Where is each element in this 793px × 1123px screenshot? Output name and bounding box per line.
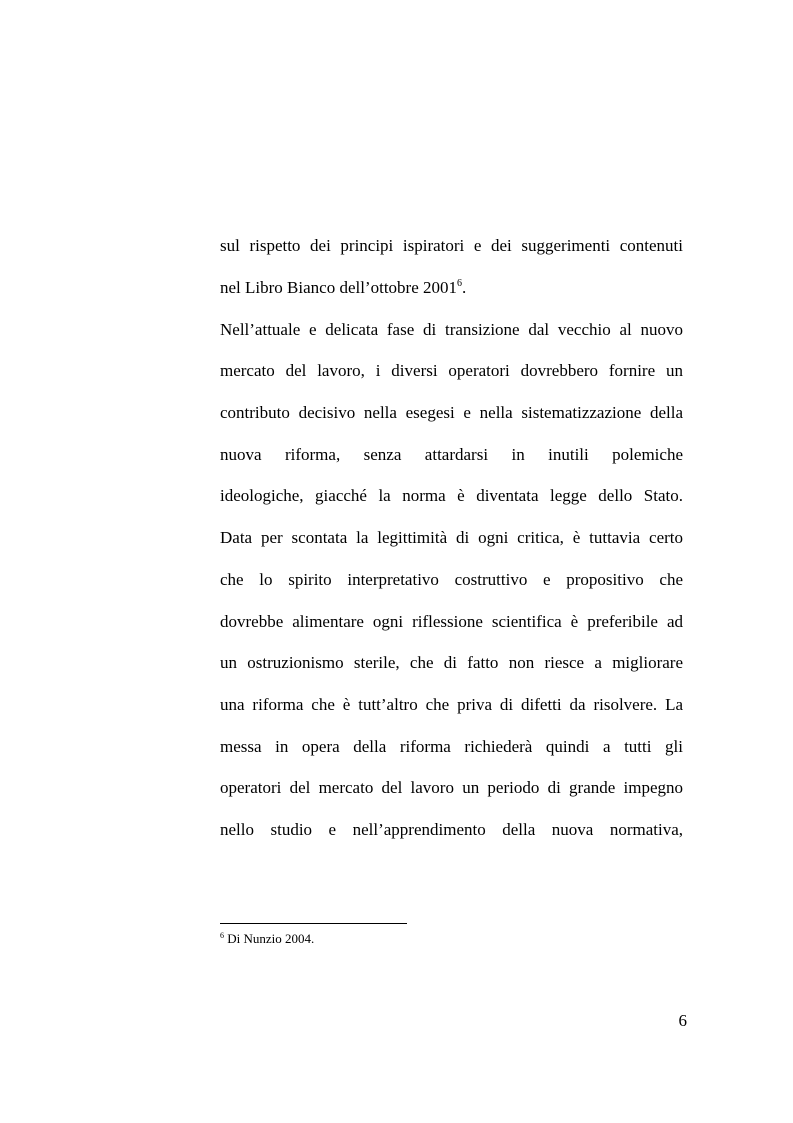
- body-line-14: [220, 778, 683, 798]
- body-line-text: nuova riforma, senza attardarsi in inutili polemiche: [220, 445, 683, 464]
- footnote-reference[interactable]: 6: [457, 278, 462, 289]
- body-line-text: Nell’attuale e delicata fase di transizione dal vecchio al nuovo: [220, 320, 683, 339]
- body-line-text: nello studio e nell’apprendimento della nuova normativa,: [220, 820, 683, 839]
- body-line-text: sul rispetto dei principi ispiratori e dei suggerimenti contenuti: [220, 236, 683, 255]
- body-line-9: [220, 570, 683, 590]
- body-line-text: un ostruzionismo sterile, che di fatto non riesce a migliorare: [220, 653, 683, 672]
- body-line-12: [220, 695, 683, 715]
- body-line-text: una riforma che è tutt’altro che priva di difetti da risolvere. La: [220, 695, 683, 714]
- body-line-6: [220, 445, 683, 465]
- body-line-text: dovrebbe alimentare ogni riflessione scientifica è preferibile ad: [220, 612, 683, 631]
- footnote: [220, 931, 314, 947]
- body-line-5: [220, 403, 683, 423]
- body-line-punctuation: .: [462, 278, 467, 297]
- body-line-2: [220, 278, 683, 298]
- body-line-15: [220, 820, 683, 840]
- body-line-10: [220, 612, 683, 632]
- body-line-13: [220, 737, 683, 757]
- body-line-text: nel Libro Bianco dell’ottobre 2001: [220, 278, 457, 297]
- body-line-3: [220, 320, 683, 340]
- body-line-text: ideologiche, giacché la norma è diventata legge dello Stato.: [220, 486, 683, 505]
- footnote-divider: [220, 923, 407, 924]
- body-line-text: che lo spirito interpretativo costruttivo e propositivo che: [220, 570, 683, 589]
- body-line-1: [220, 236, 683, 256]
- page-number: 6: [678, 1011, 687, 1030]
- footnote-number: 6: [220, 931, 224, 940]
- body-line-text: operatori del mercato del lavoro un periodo di grande impegno: [220, 778, 683, 797]
- body-line-text: Data per scontata la legittimità di ogni critica, è tuttavia certo: [220, 528, 683, 547]
- body-line-text: contributo decisivo nella esegesi e nella sistematizzazione della: [220, 403, 683, 422]
- body-line-11: [220, 653, 683, 673]
- footnote-text: Di Nunzio 2004.: [224, 931, 315, 946]
- body-line-7: [220, 486, 683, 506]
- body-line-4: [220, 361, 683, 381]
- body-line-text: mercato del lavoro, i diversi operatori dovrebbero fornire un: [220, 361, 683, 380]
- body-line-8: [220, 528, 683, 548]
- body-line-text: messa in opera della riforma richiederà quindi a tutti gli: [220, 737, 683, 756]
